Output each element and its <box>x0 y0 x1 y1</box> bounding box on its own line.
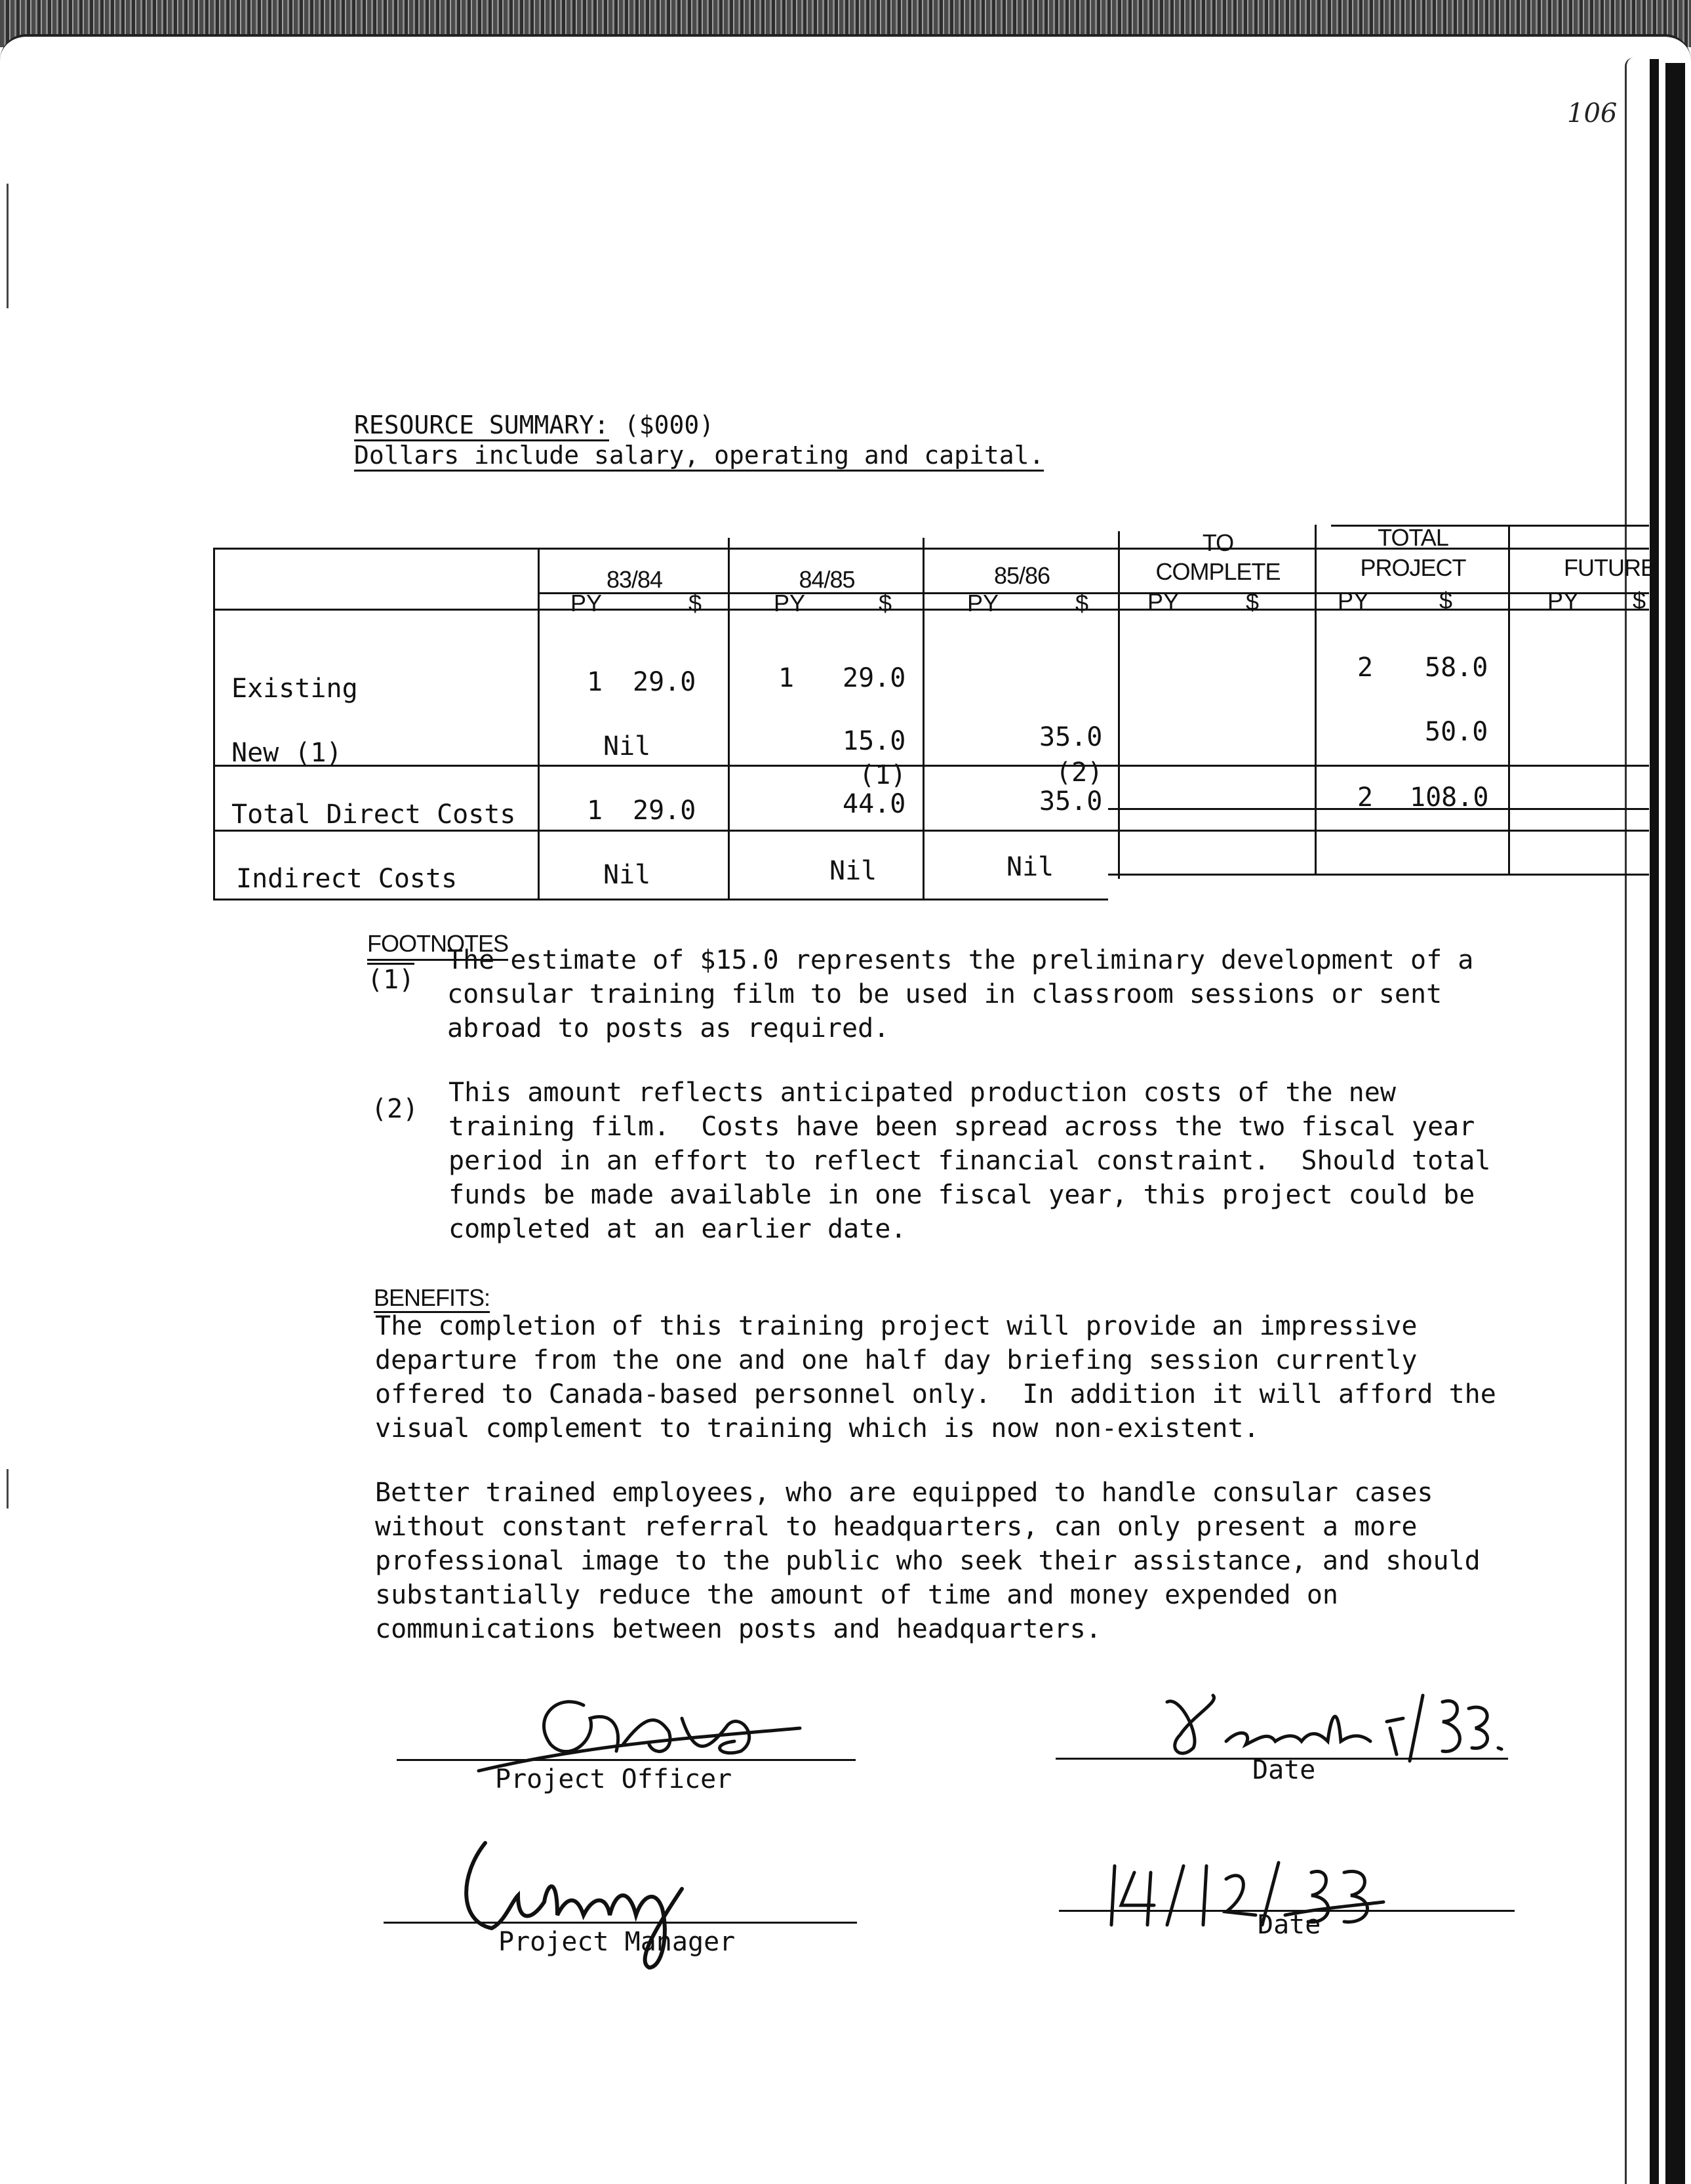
row-label-total-direct: Total Direct Costs <box>231 799 516 830</box>
sub-py: PY <box>1547 587 1580 614</box>
cell-total-total-py: 2 <box>1357 782 1374 813</box>
col-header-project: PROJECT <box>1360 554 1466 581</box>
table-col-line-3 <box>923 538 925 899</box>
row-label-indirect: Indirect Costs <box>236 864 458 894</box>
sub-dollar: $ <box>879 590 892 617</box>
cell-indirect-84: Nil <box>829 856 877 886</box>
manager-date-handwritten <box>1095 1853 1397 1931</box>
officer-date-label: Date <box>1252 1755 1316 1785</box>
cell-existing-83-val: 29.0 <box>633 667 696 697</box>
cell-total-85-note: (2) <box>1056 758 1104 788</box>
sub-dollar: $ <box>1075 590 1089 617</box>
footnote-2-number: (2) <box>371 1094 419 1124</box>
table-col-line-5 <box>1315 525 1317 876</box>
project-manager-line <box>384 1922 857 1924</box>
cell-existing-84-py: 1 <box>778 663 795 693</box>
binder-strip-outer <box>1665 63 1685 2184</box>
cell-total-84-note: (1) <box>859 760 907 790</box>
cell-indirect-83: Nil <box>603 860 651 890</box>
row-label-existing: Existing <box>231 674 358 704</box>
project-officer-label: Project Officer <box>495 1764 732 1794</box>
table-rule-partial <box>1108 808 1649 810</box>
sub-dollar: $ <box>1439 587 1453 614</box>
col-header-complete: COMPLETE <box>1155 558 1281 585</box>
cell-total-84-val: 44.0 <box>843 789 906 819</box>
scan-mark-left-2 <box>7 1469 9 1508</box>
cell-new-84-val: 15.0 <box>843 726 906 756</box>
table-rule-right-lower <box>1108 874 1649 876</box>
benefits-paragraph-1: The completion of this training project will provide an impressive departure from the one and one half day briefing session currently offered to Canada-based personnel only. In addition it will afford the visual complement to training which is now non-existent. <box>375 1311 1496 1444</box>
cell-indirect-85: Nil <box>1006 852 1054 882</box>
cell-existing-total-py: 2 <box>1357 653 1374 683</box>
col-header-future: FUTURE <box>1564 554 1656 581</box>
resource-summary-heading <box>354 411 714 439</box>
sub-dollar: $ <box>1633 587 1646 614</box>
page-right-edge <box>1625 58 1633 2184</box>
project-officer-line <box>397 1759 856 1761</box>
cell-new-83: Nil <box>603 731 651 761</box>
sub-py: PY <box>967 590 999 617</box>
table-rule-bottom <box>213 899 1108 900</box>
col-header-total: TOTAL <box>1378 524 1448 551</box>
col-header-84-85: 84/85 <box>799 566 855 593</box>
sub-py: PY <box>1147 588 1180 615</box>
table-col-line-4 <box>1118 531 1120 879</box>
cell-total-83-val: 29.0 <box>633 796 696 826</box>
cell-existing-84-val: 29.0 <box>843 663 906 693</box>
sub-dollar: $ <box>688 590 702 617</box>
col-header-83-84: 83/84 <box>606 566 663 593</box>
cell-total-total-val: 108.0 <box>1410 782 1489 813</box>
resource-table <box>213 524 1656 902</box>
sub-py: PY <box>774 590 806 617</box>
resource-summary-subtitle <box>354 441 1044 470</box>
subtitle-text: Dollars include salary, operating and capital. <box>354 441 1044 472</box>
row-label-new: New (1) <box>231 738 342 768</box>
table-col-line-0 <box>213 548 215 900</box>
table-rule-header <box>213 609 1649 611</box>
cell-existing-total-val: 58.0 <box>1425 653 1488 683</box>
benefits-heading <box>374 1284 490 1312</box>
sub-py: PY <box>570 590 603 617</box>
binder-strip <box>1650 59 1659 2184</box>
page-top-edge <box>0 34 1691 83</box>
footnote-1-text: The estimate of $15.0 represents the preliminary development of a consular training film to be used in classroom sessions or sent abroad to posts as required. <box>447 945 1474 1043</box>
footnotes-heading: FOOTNOTES <box>367 930 508 961</box>
officer-date-handwritten <box>1154 1676 1521 1768</box>
cell-total-83-py: 1 <box>587 796 603 826</box>
table-col-line-2 <box>728 538 730 899</box>
footnote-1-number: (1) <box>367 963 414 995</box>
cell-new-total-val: 50.0 <box>1425 717 1488 747</box>
benefits-title-text: BENEFITS: <box>374 1284 490 1313</box>
table-col-line-6 <box>1508 525 1510 876</box>
cell-new-85-val: 35.0 <box>1039 722 1103 752</box>
table-col-line-1 <box>538 548 540 899</box>
project-manager-label: Project Manager <box>498 1927 736 1957</box>
resource-summary-title: RESOURCE SUMMARY: <box>354 411 609 441</box>
cell-existing-83-py: 1 <box>587 667 603 697</box>
sub-py: PY <box>1338 587 1370 614</box>
resource-summary-unit: ($000) <box>624 411 715 439</box>
manager-date-label: Date <box>1258 1910 1321 1940</box>
col-header-85-86: 85/86 <box>993 562 1050 589</box>
cell-total-85-val: 35.0 <box>1039 786 1103 817</box>
scan-mark-left <box>7 184 9 308</box>
footnote-2-text: This amount reflects anticipated production costs of the new training film. Costs have been spread across the two fiscal year period in an effort to reflect financial constraint. Should total funds be made available in one fiscal year, this project could be completed at an earlier date. <box>448 1078 1491 1244</box>
col-header-to: TO <box>1202 529 1234 556</box>
table-rule-mid <box>213 765 1649 767</box>
table-rule-lower <box>213 830 1649 832</box>
benefits-paragraph-2: Better trained employees, who are equipped to handle consular cases without constant referral to headquarters, can only present a more professional image to the public who seek their assistance, and should substantially reduce the amount of time and money expended on communications between posts and headquarters. <box>375 1478 1481 1644</box>
sub-dollar: $ <box>1246 588 1260 615</box>
project-officer-signature <box>459 1679 826 1777</box>
page-number: 106 <box>1567 98 1618 129</box>
